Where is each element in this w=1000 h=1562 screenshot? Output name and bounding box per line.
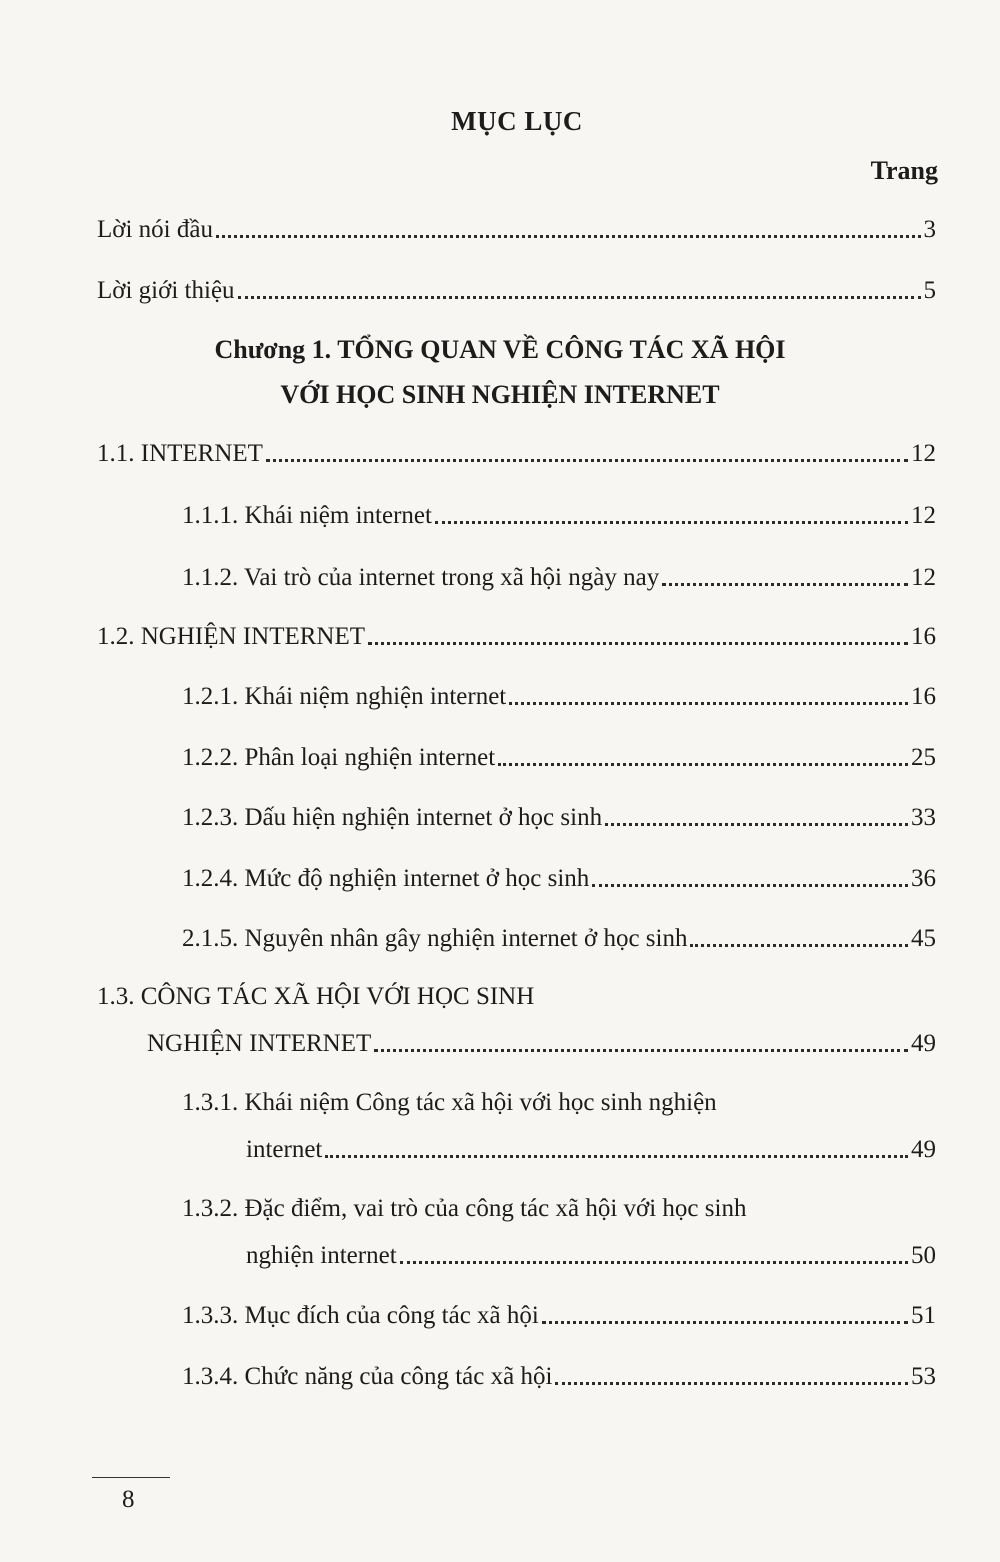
page-number: 8: [122, 1486, 135, 1513]
entry-page: 33: [911, 804, 936, 831]
dot-leader: [690, 944, 908, 947]
toc-entry-2-1-5[interactable]: [182, 922, 936, 956]
entry-page: 49: [911, 1030, 936, 1057]
entry-page: 3: [923, 216, 936, 243]
entry-page: 25: [911, 744, 936, 771]
entry-page: 12: [911, 502, 936, 529]
toc-entry-1-1-1[interactable]: [182, 499, 936, 533]
toc-entry-1-3-4[interactable]: [182, 1360, 936, 1394]
entry-page: 50: [911, 1242, 936, 1269]
toc-entry-1-3[interactable]: [147, 1027, 936, 1061]
entry-label: 1.3.4. Chức năng của công tác xã hội: [182, 1363, 553, 1390]
dot-leader: [435, 521, 908, 524]
entry-page: 16: [911, 623, 936, 650]
chapter-title-line1: Chương 1. TỔNG QUAN VỀ CÔNG TÁC XÃ HỘI: [214, 335, 786, 364]
entry-label: Lời nói đầu: [97, 216, 213, 243]
entry-label: NGHIỆN INTERNET: [147, 1030, 372, 1057]
entry-label: internet: [246, 1136, 323, 1163]
entry-label: 1.3.3. Mục đích của công tác xã hội: [182, 1302, 539, 1329]
dot-leader: [400, 1261, 908, 1264]
dot-leader: [238, 296, 921, 299]
toc-entry-1-3-1[interactable]: [246, 1133, 936, 1167]
entry-label: nghiện internet: [246, 1242, 397, 1269]
toc-entry-1-3-2[interactable]: [246, 1239, 936, 1273]
entry-label: 1.2.3. Dấu hiện nghiện internet ở học sinh: [182, 804, 603, 831]
toc-entry-1-3-1-line1: 1.3.1. Khái niệm Công tác xã hội với học sinh nghiện: [182, 1089, 717, 1116]
entry-page: 45: [911, 925, 936, 952]
entry-page: 12: [911, 440, 936, 467]
toc-entry-loi-noi-dau[interactable]: [97, 213, 936, 247]
dot-leader: [555, 1382, 908, 1385]
toc-entry-1-3-2-line1: 1.3.2. Đặc điểm, vai trò của công tác xã hội với học sinh: [182, 1195, 747, 1222]
dot-leader: [509, 702, 908, 705]
page-column-header: Trang: [870, 156, 938, 185]
entry-label: 1.1. INTERNET: [97, 440, 263, 467]
entry-label: 1.2.4. Mức độ nghiện internet ở học sinh: [182, 865, 590, 892]
entry-label: 1.2.2. Phân loại nghiện internet: [182, 744, 496, 771]
toc-entry-1-2-3[interactable]: [182, 801, 936, 835]
toc-entry-1-2-4[interactable]: [182, 862, 936, 896]
entry-label: 1.1.1. Khái niệm internet: [182, 502, 432, 529]
dot-leader: [368, 642, 908, 645]
dot-leader: [266, 459, 908, 462]
dot-leader: [592, 884, 908, 887]
dot-leader: [325, 1155, 908, 1158]
toc-entry-1-3-line1: 1.3. CÔNG TÁC XÃ HỘI VỚI HỌC SINH: [97, 983, 535, 1010]
dot-leader: [374, 1049, 908, 1052]
entry-label: 1.2. NGHIỆN INTERNET: [97, 623, 366, 650]
toc-entry-loi-gioi-thieu[interactable]: [97, 274, 936, 308]
entry-page: 16: [911, 683, 936, 710]
dot-leader: [605, 823, 908, 826]
entry-page: 5: [923, 277, 936, 304]
dot-leader: [498, 763, 908, 766]
chapter-title-line2: VỚI HỌC SINH NGHIỆN INTERNET: [280, 380, 720, 409]
entry-page: 12: [911, 564, 936, 591]
entry-label: Lời giới thiệu: [97, 277, 235, 304]
dot-leader: [662, 583, 908, 586]
toc-entry-1-2-2[interactable]: [182, 741, 936, 775]
entry-label: 1.2.1. Khái niệm nghiện internet: [182, 683, 507, 710]
dot-leader: [216, 235, 921, 238]
entry-label: 2.1.5. Nguyên nhân gây nghiện internet ở học sinh: [182, 925, 688, 952]
toc-entry-1-1-2[interactable]: [182, 561, 936, 595]
entry-page: 51: [911, 1302, 936, 1329]
toc-title: MỤC LỤC: [451, 106, 583, 136]
entry-page: 53: [911, 1363, 936, 1390]
entry-page: 49: [911, 1136, 936, 1163]
toc-entry-1-1[interactable]: [97, 437, 936, 471]
dot-leader: [542, 1321, 908, 1324]
toc-entry-1-2-1[interactable]: [182, 680, 936, 714]
toc-entry-1-3-3[interactable]: [182, 1299, 936, 1333]
footer-rule: [92, 1477, 170, 1478]
toc-entry-1-2[interactable]: [97, 620, 936, 654]
entry-label: 1.1.2. Vai trò của internet trong xã hội ngày nay: [182, 564, 660, 591]
entry-page: 36: [911, 865, 936, 892]
